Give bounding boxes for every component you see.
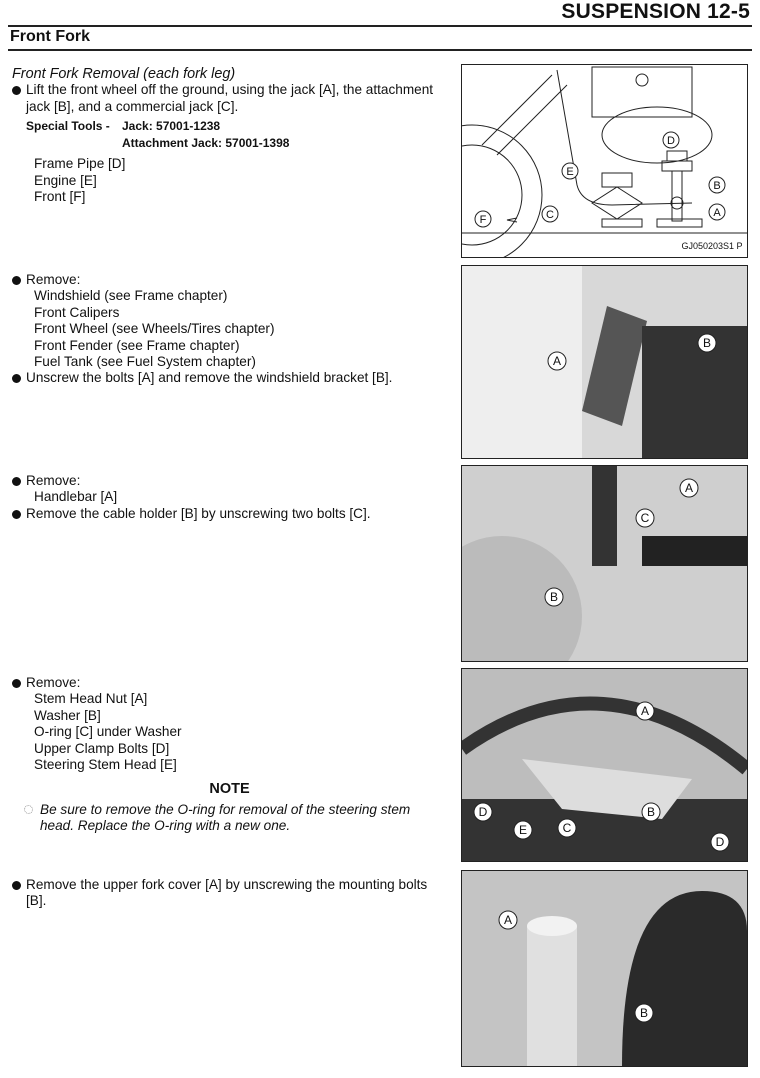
header-rule [8,25,752,27]
callout-label: D [667,135,675,147]
special-tools-label: Special Tools - [26,119,110,134]
note-text: Be sure to remove the O-ring for removal of the steering stem head. Replace the O-ring with a new one. [12,802,447,835]
fork-cover-drawing [527,926,577,1066]
callout-label: D [478,805,488,819]
callout-label: A [552,354,562,368]
removal-item: Fuel Tank (see Fuel System chapter) [34,354,256,370]
section-title: Front Fork [10,28,90,45]
section-rule [8,49,752,51]
removal-item: Front Wheel (see Wheels/Tires chapter) [34,321,275,337]
instruction-bullet: Remove: [12,473,447,489]
callout-label: C [562,821,572,835]
callout-label: B [702,336,712,350]
callout-label: B [639,1006,649,1020]
instruction-bullet: Remove: [12,675,447,691]
step-remove-windshield [12,272,447,387]
windshield-bracket-drawing [582,306,647,426]
removal-item: Steering Stem Head [E] [34,757,177,773]
callout-label: A [640,704,650,718]
removal-item: Upper Clamp Bolts [D] [34,740,170,756]
callout-label: A [503,913,513,927]
figure-stem-head-photo [461,668,748,862]
callout-label: B [713,180,721,192]
callout-label: B [549,590,559,604]
callout-label: A [713,207,721,219]
figure-upper-fork-cover-photo [461,870,748,1067]
removal-item: Front Calipers [34,304,120,320]
figure-code: GJ050203S1 P [681,241,743,251]
step-jack-up [12,66,447,205]
callout-label: E [518,823,528,837]
figure-cable-holder-photo [461,465,748,662]
instruction-bullet: Lift the front wheel off the ground, using the jack [A], the attachment jack [B], and a commercial jack [C]. [12,82,447,115]
removal-item: Front Fender (see Frame chapter) [34,337,240,353]
removal-item: O-ring [C] under Washer [34,724,182,740]
callout-label: F [479,214,487,226]
step-remove-stem-head [12,675,447,835]
callout-label: E [566,166,574,178]
instruction-bullet: Unscrew the bolts [A] and remove the windshield bracket [B]. [12,370,447,386]
callout-label: D [715,835,725,849]
note-marker-icon [24,805,33,814]
callout-label: C [640,511,650,525]
legend-item: Frame Pipe [D] [34,156,126,172]
step-remove-fork-cover [12,877,447,910]
commercial-jack-drawing [592,187,642,219]
legend-item: Engine [E] [34,172,97,188]
callout-label: A [684,481,694,495]
jack-pad [602,173,632,187]
removal-item: Windshield (see Frame chapter) [34,288,228,304]
instruction-bullet: Remove: [12,272,447,288]
note-title: NOTE [209,781,250,798]
instruction-bullet: Remove the cable holder [B] by unscrewing two bolts [C]. [12,506,447,522]
step-remove-handlebar [12,473,447,522]
callout-label: B [646,805,656,819]
removal-item: Stem Head Nut [A] [34,691,148,707]
removal-item: Handlebar [A] [34,489,118,505]
removal-item: Washer [B] [34,707,101,723]
callout-label: C [546,209,554,221]
legend-item: Front [F] [34,189,86,205]
instruction-bullet: Remove the upper fork cover [A] by unscrewing the mounting bolts [B]. [12,877,447,910]
tool-item: Attachment Jack: 57001-1398 [122,136,290,151]
tool-item: Jack: 57001-1238 [122,119,221,134]
chapter-page-header: SUSPENSION 12-5 [561,0,750,23]
special-tools [12,118,447,152]
subsection-title: Front Fork Removal (each fork leg) [12,66,236,82]
figure-jack-diagram [461,64,748,258]
figure-windshield-bracket-photo [461,265,748,459]
